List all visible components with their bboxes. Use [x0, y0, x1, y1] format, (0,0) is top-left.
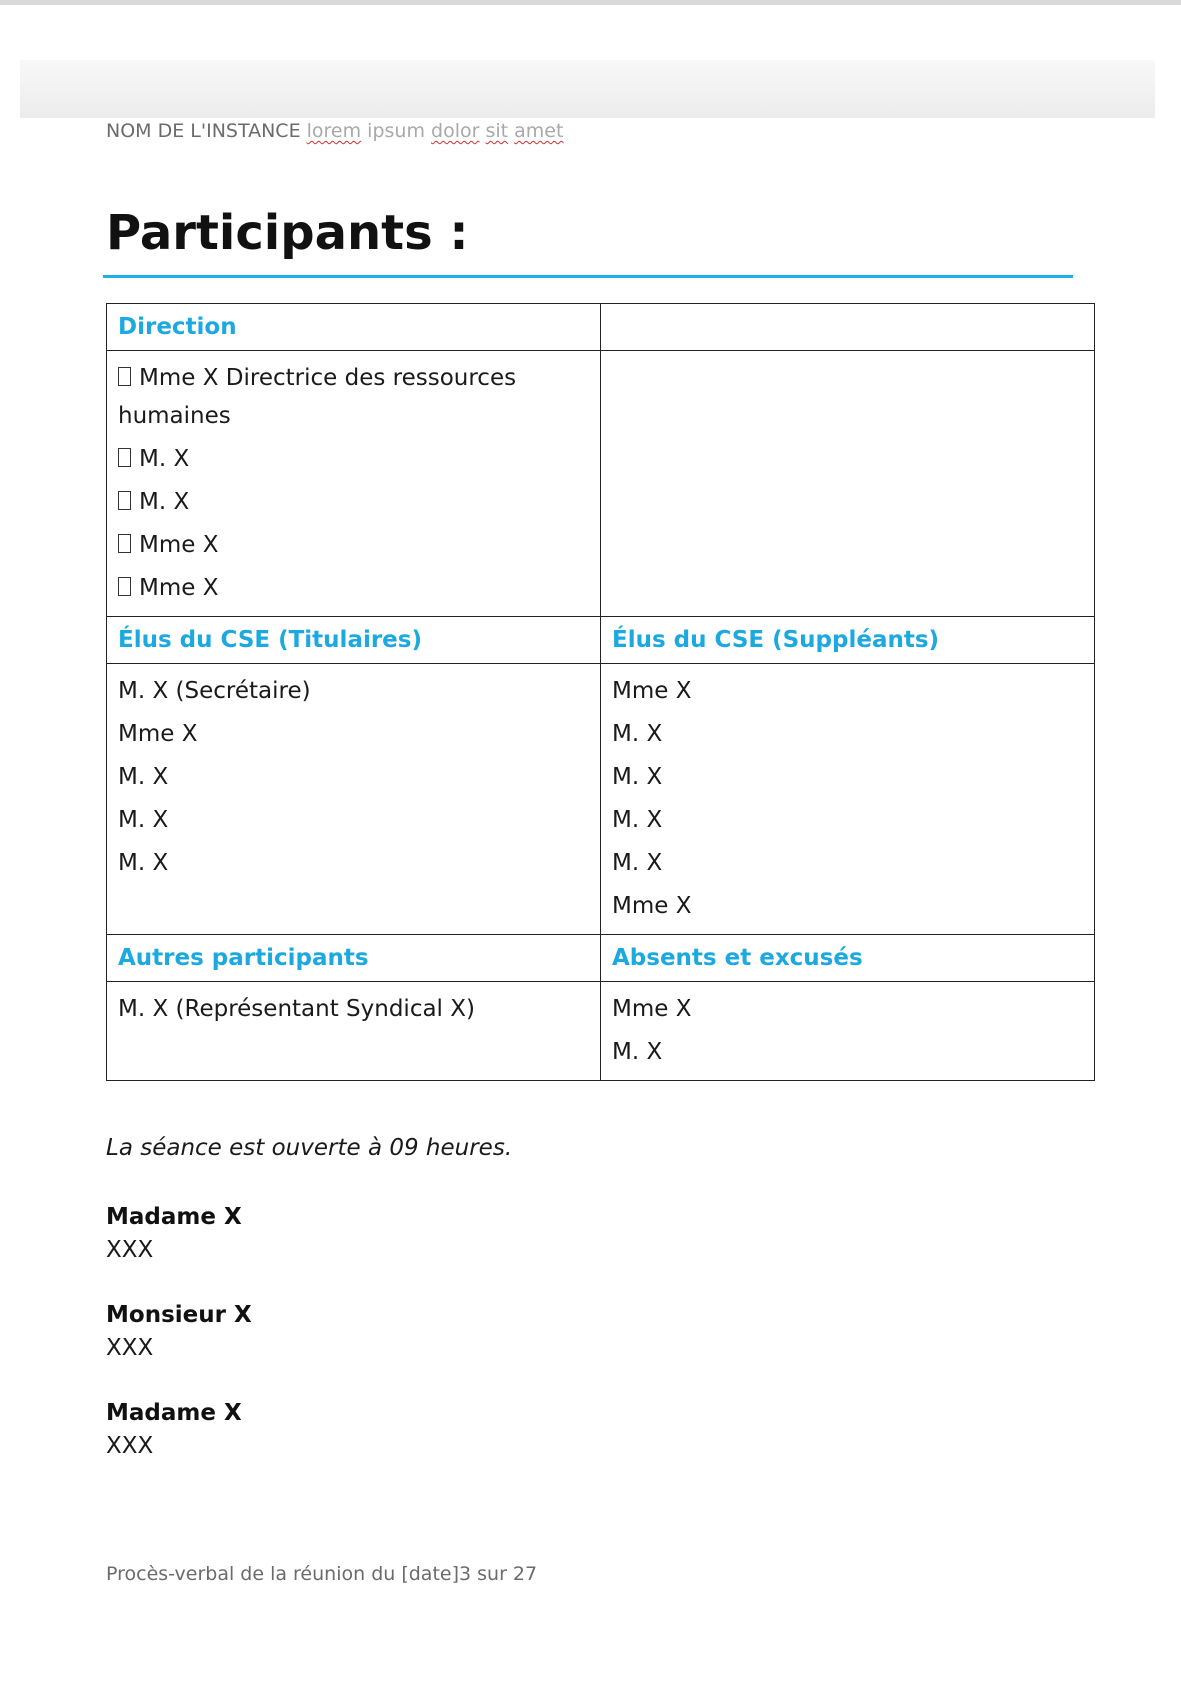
page-footer: Procès-verbal de la réunion du [date]3 sur 27: [106, 1563, 538, 1585]
titulaires-list: [118, 664, 589, 891]
checkbox-icon[interactable]: [118, 491, 131, 510]
list-item: [118, 483, 589, 521]
list-item: [118, 440, 589, 478]
direction-cell: [107, 351, 601, 617]
titulaires-heading: Élus du CSE (Titulaires): [107, 617, 601, 664]
speaker-block: [106, 1299, 252, 1365]
speaker-name: Monsieur X: [106, 1302, 252, 1328]
absents-heading: Absents et excusés: [601, 935, 1095, 982]
participants-table: [106, 303, 1095, 1081]
checkbox-icon[interactable]: [118, 534, 131, 553]
list-item: Mme X: [612, 996, 692, 1022]
suppleants-cell: [601, 664, 1095, 935]
list-item: M. X (Secrétaire): [118, 678, 311, 704]
direction-list: [118, 351, 589, 616]
list-item: M. X: [612, 850, 663, 876]
list-item: [118, 359, 589, 435]
list-item: [118, 569, 589, 607]
list-item: M. X (Représentant Syndical X): [118, 996, 475, 1022]
list-item: M. X: [118, 764, 169, 790]
direction-item: Mme X: [139, 575, 219, 601]
autres-heading: Autres participants: [107, 935, 601, 982]
spellcheck-word[interactable]: sit: [485, 120, 509, 142]
table-row: [107, 664, 1095, 935]
autres-list: [118, 982, 589, 1037]
checkbox-icon[interactable]: [118, 367, 131, 386]
instance-placeholder[interactable]: [307, 120, 564, 142]
suppleants-list: [612, 664, 1083, 934]
spellcheck-word[interactable]: dolor: [431, 120, 480, 142]
header-area[interactable]: [20, 60, 1155, 118]
list-item: M. X: [118, 807, 169, 833]
table-row: [107, 351, 1095, 617]
direction-item: M. X: [139, 446, 190, 472]
placeholder-word: ipsum: [367, 120, 425, 142]
list-item: M. X: [612, 721, 663, 747]
autres-cell: [107, 982, 601, 1081]
list-item: [118, 526, 589, 564]
titulaires-cell: [107, 664, 601, 935]
list-item: Mme X: [118, 721, 198, 747]
speaker-text: XXX: [106, 1433, 154, 1459]
running-header: [106, 120, 563, 142]
instance-label: NOM DE L'INSTANCE: [106, 120, 301, 142]
list-item: M. X: [612, 807, 663, 833]
direction-item: M. X: [139, 489, 190, 515]
table-row: [107, 304, 1095, 351]
speaker-block: [106, 1397, 242, 1463]
speaker-block: [106, 1201, 242, 1267]
suppleants-heading: Élus du CSE (Suppléants): [601, 617, 1095, 664]
list-item: Mme X: [612, 893, 692, 919]
checkbox-icon[interactable]: [118, 448, 131, 467]
absents-cell: [601, 982, 1095, 1081]
table-row: [107, 617, 1095, 664]
direction-item: Mme X: [139, 532, 219, 558]
session-opening: La séance est ouverte à 09 heures.: [106, 1135, 513, 1161]
list-item: Mme X: [612, 678, 692, 704]
speaker-text: XXX: [106, 1237, 154, 1263]
table-row: [107, 982, 1095, 1081]
absents-list: [612, 982, 1083, 1080]
top-border: [0, 0, 1181, 5]
page-title: Participants :: [106, 205, 469, 261]
list-item: M. X: [612, 764, 663, 790]
speaker-name: Madame X: [106, 1204, 242, 1230]
direction-heading: Direction: [107, 304, 601, 351]
table-row: [107, 935, 1095, 982]
list-item: M. X: [612, 1039, 663, 1065]
direction-item: Mme X Directrice des ressources humaines: [118, 365, 517, 429]
checkbox-icon[interactable]: [118, 577, 131, 596]
spellcheck-word[interactable]: amet: [514, 120, 564, 142]
spellcheck-word[interactable]: lorem: [306, 120, 362, 142]
empty-cell: [601, 351, 1095, 617]
title-underline: [103, 275, 1073, 278]
speaker-text: XXX: [106, 1335, 154, 1361]
empty-heading-cell: [601, 304, 1095, 351]
list-item: M. X: [118, 850, 169, 876]
speaker-name: Madame X: [106, 1400, 242, 1426]
